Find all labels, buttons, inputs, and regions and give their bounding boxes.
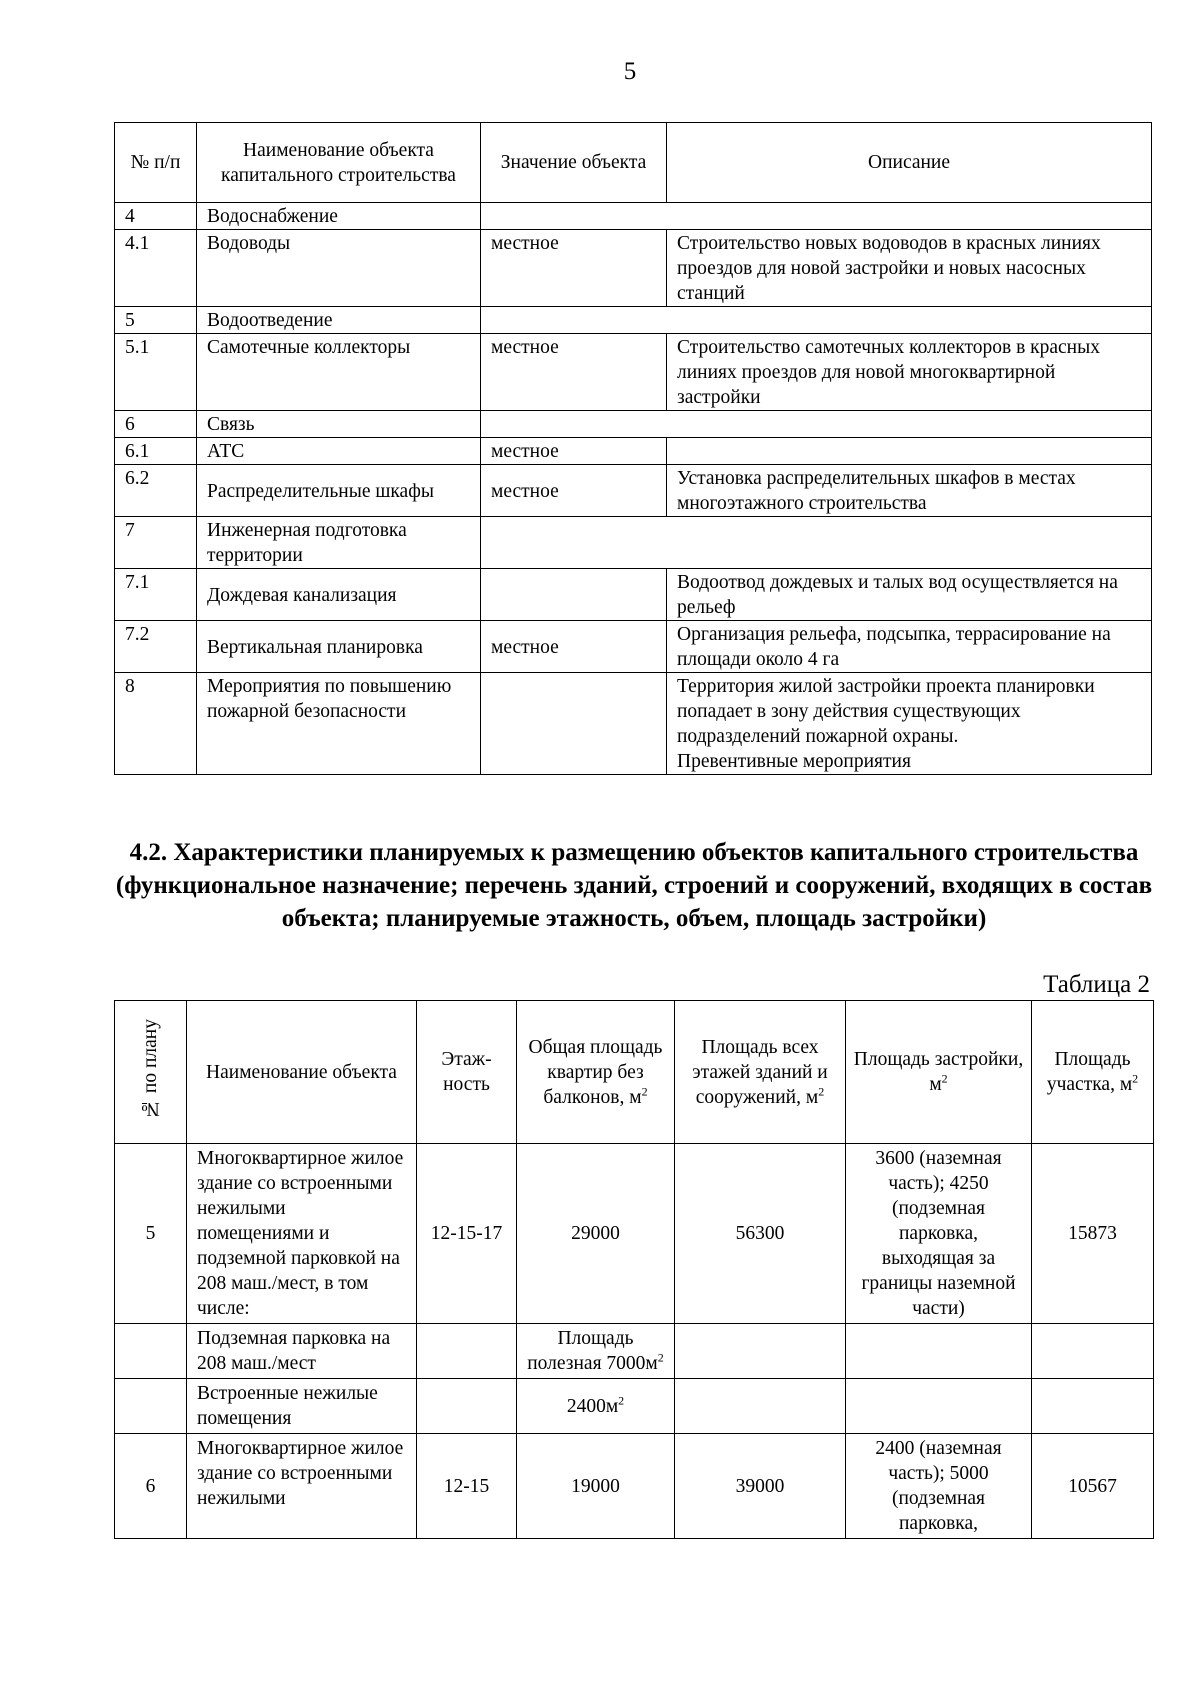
table-row: [115, 465, 1152, 517]
cell-area-build: 3600 (наземная часть); 4250 (подземная парковка, выходящая за границы наземной части): [846, 1144, 1032, 1324]
cell-value: местное: [481, 465, 667, 517]
header-name: Наименование объекта капитального строительства: [197, 123, 481, 203]
section-title: 4.2. Характеристики планируемых к размещению объектов капитального строительства (функциональное назначение; перечень зданий, строений и сооружений, входящих в состав объекта; планируемые этажность, объем, площадь застройки): [115, 839, 1153, 932]
cell-num: 7.1: [115, 569, 197, 621]
header-area-build-text: Площадь застройки, м: [853, 1049, 1024, 1095]
cell-area-all: 56300: [675, 1144, 846, 1324]
cell-num: 5.1: [115, 334, 197, 411]
cell-area-build: [846, 1324, 1032, 1379]
cell-name: Встроенные нежилые помещения: [187, 1379, 417, 1434]
cell-name: Водоотведение: [197, 307, 481, 334]
header-floors: Этаж-ность: [417, 1001, 517, 1144]
cell-area-flats: 19000: [517, 1434, 675, 1539]
cell-num: 6.1: [115, 438, 197, 465]
cell-area-flats-text: Площадь полезная 7000м: [527, 1328, 658, 1374]
superscript: 2: [1132, 1071, 1139, 1086]
cell-area-flats: 29000: [517, 1144, 675, 1324]
table-row: [115, 1379, 1154, 1434]
cell-num: 6.2: [115, 465, 197, 517]
cell-desc: Строительство новых водоводов в красных линиях проездов для новой застройки и новых насосных станций: [667, 230, 1152, 307]
cell-desc: Установка распределительных шкафов в местах многоэтажного строительства: [667, 465, 1152, 517]
table-header-row: [115, 123, 1152, 203]
cell-num: [115, 1324, 187, 1379]
cell-area-build: [846, 1379, 1032, 1434]
table-row: [115, 1434, 1154, 1539]
cell-area-all: [675, 1379, 846, 1434]
table-row: [115, 1324, 1154, 1379]
cell-area-flats: [517, 1379, 675, 1434]
superscript: 2: [618, 1393, 625, 1407]
table-row: [115, 569, 1152, 621]
cell-num: 7.2: [115, 621, 197, 673]
cell-empty: [481, 203, 1152, 230]
cell-name: Многоквартирное жилое здание со встроенными нежилыми: [187, 1434, 417, 1539]
table-label: Таблица 2: [1043, 971, 1150, 998]
cell-name: Подземная парковка на 208 маш./мест: [187, 1324, 417, 1379]
table-row: [115, 230, 1152, 307]
header-num: [115, 1001, 187, 1144]
cell-value: [481, 673, 667, 775]
header-area-plot-text: Площадь участка, м: [1046, 1049, 1133, 1095]
cell-area-all: 39000: [675, 1434, 846, 1539]
cell-num: 4.1: [115, 230, 197, 307]
table-header-row: [115, 1001, 1154, 1144]
cell-area-plot: 10567: [1032, 1434, 1154, 1539]
table-row: [115, 307, 1152, 334]
header-area-all-text: Площадь всех этажей зданий и сооружений, м: [692, 1036, 828, 1108]
cell-name: Мероприятия по повышению пожарной безопасности: [197, 673, 481, 775]
header-desc: Описание: [667, 123, 1152, 203]
cell-desc: Строительство самотечных коллекторов в красных линиях проездов для новой многоквартирной застройки: [667, 334, 1152, 411]
superscript: 2: [657, 1350, 664, 1365]
cell-desc: [667, 438, 1152, 465]
cell-name: АТС: [197, 438, 481, 465]
header-area-build: [846, 1001, 1032, 1144]
cell-area-all: [675, 1324, 846, 1379]
cell-num: 6: [115, 411, 197, 438]
cell-value: местное: [481, 334, 667, 411]
cell-name: Дождевая канализация: [197, 569, 481, 621]
cell-name: Вертикальная планировка: [197, 621, 481, 673]
cell-value: местное: [481, 230, 667, 307]
cell-desc: Водоотвод дождевых и талых вод осуществляется на рельеф: [667, 569, 1152, 621]
header-area-plot: [1032, 1001, 1154, 1144]
cell-area-plot: [1032, 1324, 1154, 1379]
cell-name: Связь: [197, 411, 481, 438]
table-row: [115, 1144, 1154, 1324]
table-row: [115, 517, 1152, 569]
cell-num: 8: [115, 673, 197, 775]
cell-num: 6: [115, 1434, 187, 1539]
cell-floors: 12-15: [417, 1434, 517, 1539]
cell-num: 7: [115, 517, 197, 569]
header-area-flats: [517, 1001, 675, 1144]
cell-empty: [481, 411, 1152, 438]
cell-num: [115, 1379, 187, 1434]
header-num: № п/п: [115, 123, 197, 203]
cell-area-flats-text: 2400м: [566, 1395, 619, 1417]
table-row: [115, 334, 1152, 411]
table-row: [115, 621, 1152, 673]
header-area-flats-text: Общая площадь квартир без балконов, м: [528, 1036, 663, 1108]
superscript: 2: [818, 1084, 825, 1098]
cell-empty: [481, 517, 1152, 569]
header-area-all: [675, 1001, 846, 1144]
cell-desc: [667, 673, 1152, 775]
cell-desc: Организация рельефа, подсыпка, террасирование на площади около 4 га: [667, 621, 1152, 673]
cell-name: Водоснабжение: [197, 203, 481, 230]
cell-desc-text-2: Превентивные мероприятия: [677, 751, 911, 772]
cell-num: 4: [115, 203, 197, 230]
cell-name: Водоводы: [197, 230, 481, 307]
cell-value: местное: [481, 621, 667, 673]
cell-num: 5: [115, 1144, 187, 1324]
table-row: [115, 411, 1152, 438]
superscript: 2: [941, 1071, 948, 1086]
cell-area-plot: [1032, 1379, 1154, 1434]
cell-floors: 12-15-17: [417, 1144, 517, 1324]
cell-empty: [481, 307, 1152, 334]
cell-name: Инженерная подготовка территории: [197, 517, 481, 569]
cell-name: Распределительные шкафы: [197, 465, 481, 517]
buildings-table: [114, 1000, 1154, 1539]
table-row: [115, 673, 1152, 775]
cell-area-flats: [517, 1324, 675, 1379]
cell-floors: [417, 1379, 517, 1434]
superscript: 2: [641, 1084, 648, 1098]
cell-value: [481, 569, 667, 621]
header-num-text: № по плану: [140, 1018, 161, 1119]
infrastructure-table: [114, 122, 1152, 775]
cell-value: местное: [481, 438, 667, 465]
cell-name: Многоквартирное жилое здание со встроенными нежилыми помещениями и подземной парковкой на 208 маш./мест, в том числе:: [187, 1144, 417, 1324]
cell-area-plot: 15873: [1032, 1144, 1154, 1324]
header-name: Наименование объекта: [187, 1001, 417, 1144]
cell-floors: [417, 1324, 517, 1379]
cell-num: 5: [115, 307, 197, 334]
header-value: Значение объекта: [481, 123, 667, 203]
page-number: 5: [623, 58, 637, 85]
cell-name: Самотечные коллекторы: [197, 334, 481, 411]
cell-desc-text: Территория жилой застройки проекта планировки попадает в зону действия существующих подразделений пожарной охраны.: [677, 676, 1095, 747]
table-row: [115, 438, 1152, 465]
cell-area-build: 2400 (наземная часть); 5000 (подземная парковка,: [846, 1434, 1032, 1539]
table-row: [115, 203, 1152, 230]
